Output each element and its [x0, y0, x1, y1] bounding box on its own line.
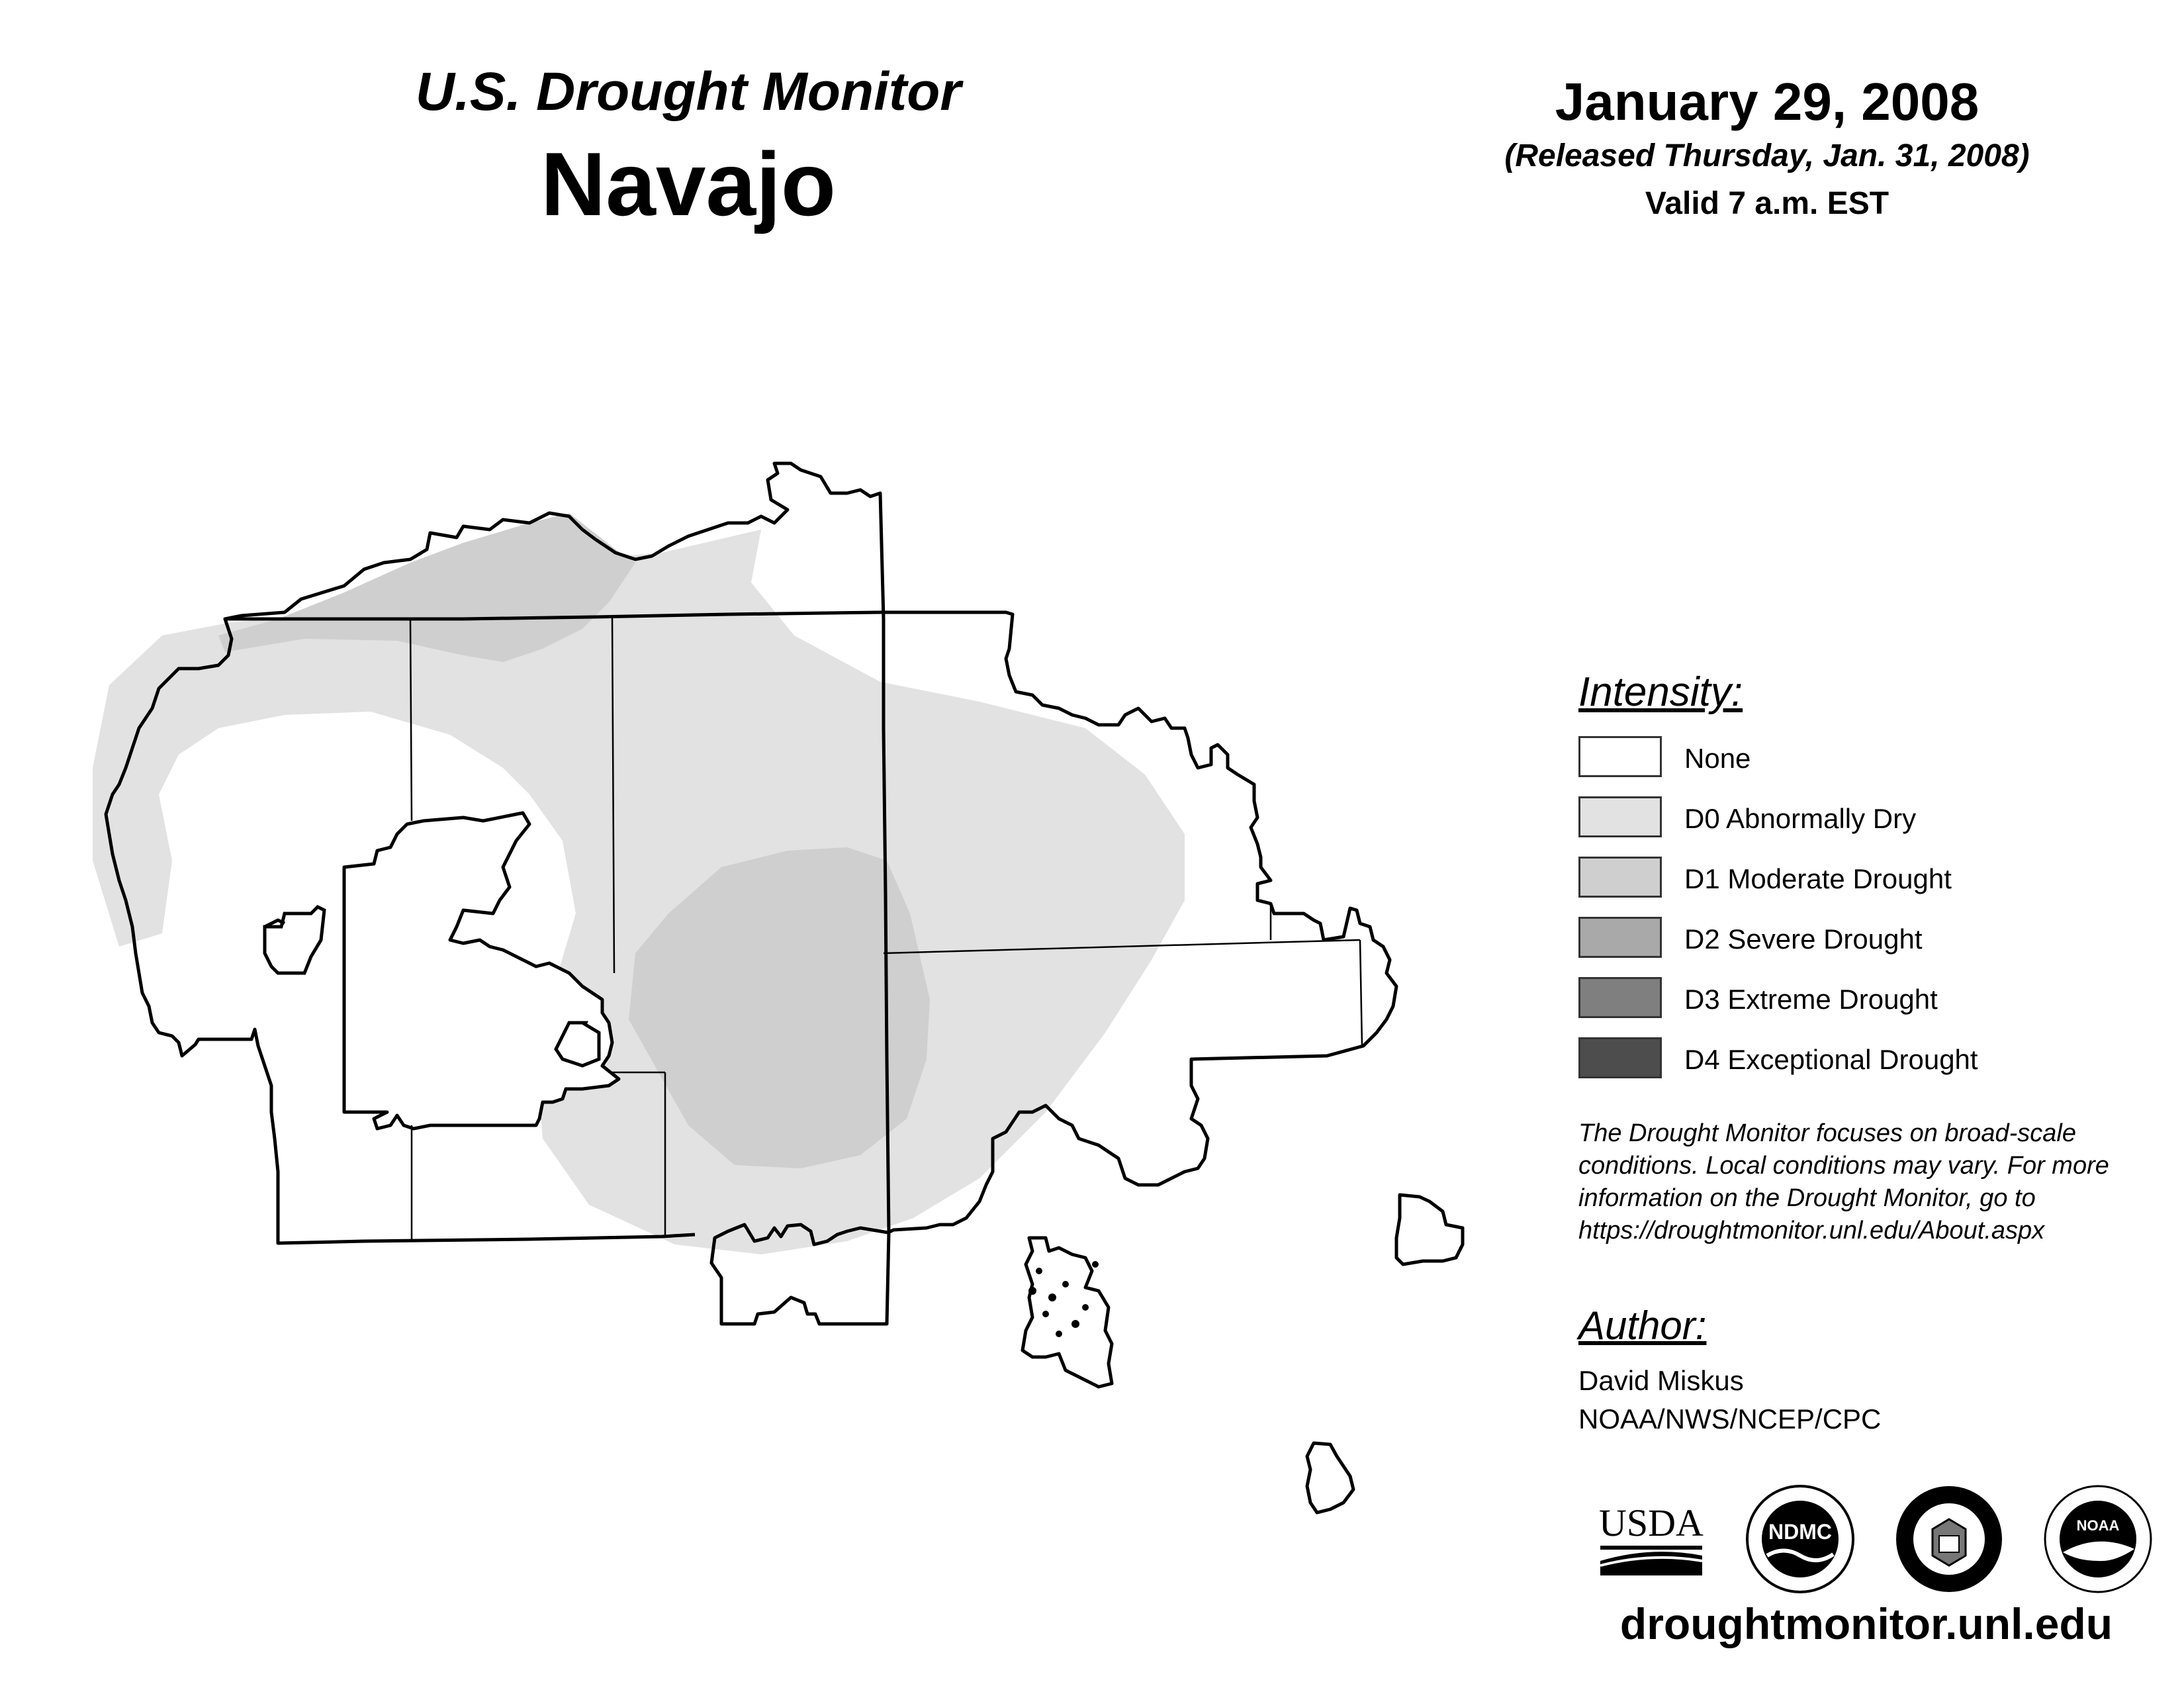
map-region-title: Navajo: [541, 134, 836, 234]
legend-label: D3 Extreme Drought: [1684, 984, 1938, 1015]
author-heading: Author:: [1578, 1303, 1707, 1348]
department-of-commerce-seal-icon: [1939, 1536, 1959, 1552]
valid-time: Valid 7 a.m. EST: [1645, 186, 1889, 221]
author-organization: NOAA/NWS/NCEP/CPC: [1578, 1403, 1882, 1434]
noaa-logo-text: NOAA: [2076, 1517, 2120, 1534]
legend-label: D2 Severe Drought: [1684, 923, 1923, 955]
legend-item: [1578, 857, 2108, 903]
ndmc-logo: [1744, 1483, 1856, 1595]
legend-swatch: [1578, 736, 1662, 777]
usda-logo: [1595, 1483, 1707, 1595]
department-of-commerce-logo: [1893, 1483, 2005, 1595]
legend-swatch: [1578, 1037, 1662, 1078]
legend-label: D1 Moderate Drought: [1684, 863, 1952, 894]
disclaimer-note: The Drought Monitor focuses on broad-scale conditions. Local conditions may vary. For more information on the Drought Monitor, go to https://droughtmonitor.unl.edu/About.aspx: [1578, 1119, 2109, 1244]
moenkopi-boundary: [265, 907, 324, 973]
website-url[interactable]: droughtmonitor.unl.edu: [1619, 1599, 2113, 1648]
legend-item: [1578, 977, 2108, 1023]
legend-swatch: [1578, 977, 1662, 1018]
author-name: David Miskus: [1578, 1365, 1744, 1396]
release-date: (Released Thursday, Jan. 31, 2008): [1504, 138, 2030, 173]
legend-label: None: [1684, 743, 1751, 774]
legend-label: D0 Abnormally Dry: [1684, 803, 1917, 834]
ndmc-logo-text: NDMC: [1768, 1520, 1832, 1544]
legend-item: [1578, 736, 2108, 782]
usda-logo-text: USDA: [1599, 1501, 1704, 1544]
legend-item: [1578, 917, 2108, 963]
legend-item: [1578, 1037, 2108, 1084]
legend-swatch: [1578, 857, 1662, 898]
legend-heading: Intensity:: [1578, 669, 1743, 715]
legend-label: D4 Exceptional Drought: [1684, 1044, 1978, 1075]
map-product-title: U.S. Drought Monitor: [415, 62, 962, 122]
legend-swatch: [1578, 917, 1662, 958]
legend-swatch: [1578, 796, 1662, 837]
valid-date: January 29, 2008: [1555, 72, 1979, 131]
noaa-logo: [2042, 1483, 2154, 1595]
legend-item: [1578, 796, 2108, 843]
